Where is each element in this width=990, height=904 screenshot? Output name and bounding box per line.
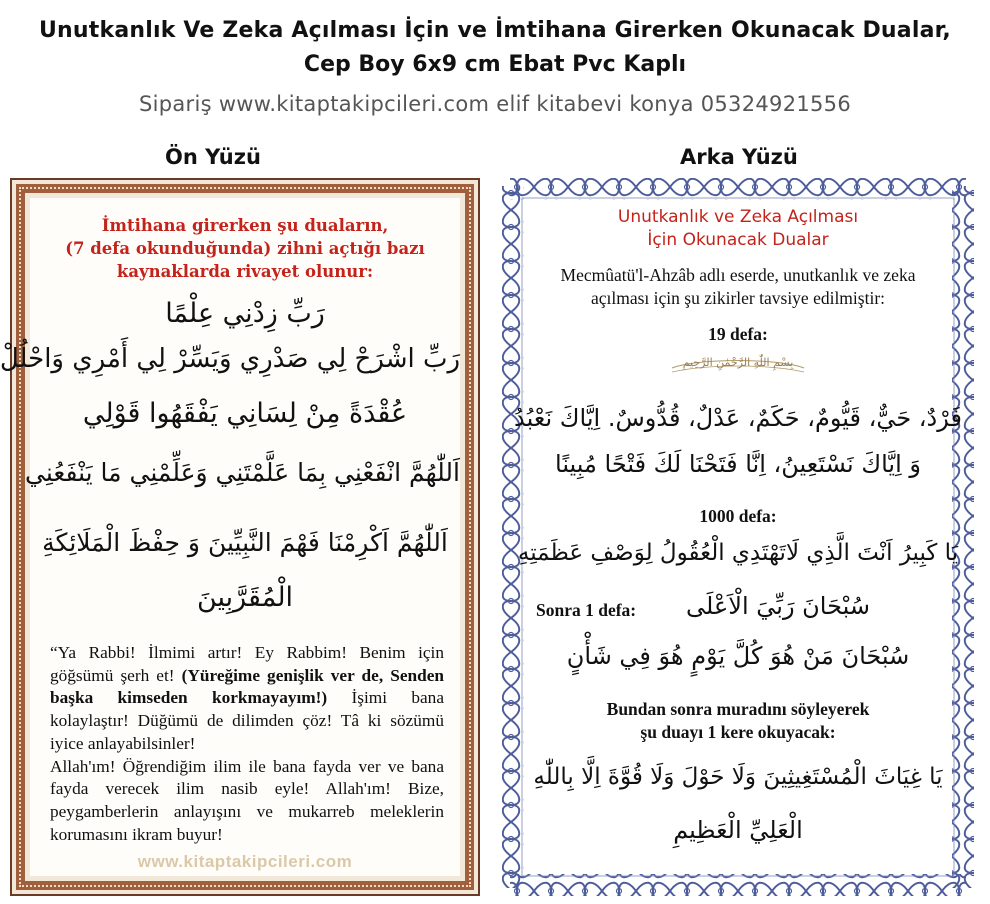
closing-line: şu duayı 1 kere okuyacak: xyxy=(640,722,836,742)
front-heading-line: İmtihana girerken şu duaların, xyxy=(101,216,389,235)
front-card-heading xyxy=(30,214,460,283)
repeat-count-1: Sonra 1 defa: xyxy=(536,600,637,620)
arabic-zikr-line: سُبْحَانَ رَبِّيَ الْاَعْلَى xyxy=(686,592,870,620)
product-title-line2: Cep Boy 6x9 cm Ebat Pvc Kaplı xyxy=(303,52,687,77)
closing-line: Bundan sonra muradını söyleyerek xyxy=(606,699,870,719)
arabic-prayer-line: اَللّٰهُمَّ اَكْرِمْنَا فَهْمَ النَّبِيِّينَ وَ حِفْظَ الْمَلَائِكَةِ xyxy=(42,528,448,557)
turkish-translation xyxy=(50,642,444,846)
translation-text: “Ya Rabbi! İlmimi artır! Ey Rabbim! Benim için göğsümü şerh et! xyxy=(50,643,444,685)
front-card-content xyxy=(0,198,460,876)
back-card xyxy=(500,176,976,898)
arabic-zikr-line: فَرْدٌ، حَيٌّ، قَيُّومٌ، حَكَمٌ، عَدْلٌ، قُدُّوسٌ. اِيَّاكَ نَعْبُدُ xyxy=(514,404,962,432)
arabic-prayer-line: رَبِّ زِدْنِي عِلْمًا xyxy=(165,298,325,329)
watermark: www.kitaptakipcileri.com xyxy=(137,852,353,871)
product-title-line1: Unutkanlık Ve Zeka Açılması İçin ve İmtihana Girerken Okunacak Dualar, xyxy=(38,18,951,43)
basmala-text: بِسْمِ اللّٰهِ الرَّحْمٰنِ الرَّحِيمِ xyxy=(682,356,794,369)
arabic-prayer-line: اَللّٰهُمَّ انْفَعْنِي بِمَا عَلَّمْتَنِي وَعَلِّمْنِي مَا يَنْفَعُنِي xyxy=(25,458,460,487)
translation-text: İşimi bana kolaylaştır! Düğümü de dilimden çöz! Tâ ki sözümü iyice anlayabilsinler! xyxy=(50,688,444,753)
arabic-zikr-line: سُبْحَانَ مَنْ هُوَ كُلَّ يَوْمٍ هُوَ فِي شَأْنٍ xyxy=(566,642,910,670)
translation-text: Allah'ım! Öğrendiğim ilim ile bana fayda ver ve bana fayda verecek ilim nasib eyle! Allah'ım! Bize, peygamberlerin anlayışını ve mukarreb meleklerin korumasını ikram buyur! xyxy=(50,756,444,844)
back-card-heading xyxy=(500,206,976,252)
arabic-zikr-line: يَا كَبِيرُ اَنْتَ الَّذِي لَاتَهْتَدِي الْعُقُولُ لِوَصْفِ عَظَمَتِهِ xyxy=(517,540,959,566)
order-info: Sipariş www.kitaptakipcileri.com elif kitabevi konya 05324921556 xyxy=(138,92,852,116)
front-card xyxy=(0,178,480,896)
translation-bold-text: (Yüreğime genişlik ver de, Senden başka kimseden korkmayayım!) xyxy=(50,665,444,708)
front-heading-line: (7 defa okunduğunda) zihni açtığı bazı xyxy=(65,239,425,258)
arabic-dua-line: يَا غِيَاثَ الْمُسْتَغِيثِينَ وَلَا حَوْلَ وَلَا قُوَّةَ اِلَّا بِاللّٰهِ xyxy=(533,764,943,790)
arabic-zikr-line: وَ اِيَّاكَ نَسْتَعِينُ، اِنَّا فَتَحْنَا لَكَ فَتْحًا مُبِينًا xyxy=(555,450,921,478)
arabic-prayer-line: الْمُقَرَّبِينَ xyxy=(196,582,294,613)
back-heading-line: İçin Okunacak Dualar xyxy=(647,230,829,250)
back-heading-line: Unutkanlık ve Zeka Açılması xyxy=(617,207,859,227)
back-side-label: Arka Yüzü xyxy=(680,145,798,169)
arabic-dua-line: الْعَلِيِّ الْعَظِيمِ xyxy=(673,816,803,844)
repeat-count-1000: 1000 defa: xyxy=(699,506,777,526)
back-intro-text: Mecmûatü'l-Ahzâb adlı eserde, unutkanlık ve zeka açılması için şu zikirler tavsiye edilmiştir: xyxy=(560,265,916,308)
repeat-count-19: 19 defa: xyxy=(708,324,768,344)
closing-instruction xyxy=(500,698,976,744)
front-side-label: Ön Yüzü xyxy=(165,145,261,169)
arabic-prayer-line: رَبِّ اشْرَحْ لِي صَدْرِي وَيَسِّرْ لِي أَمْرِي وَاحْلُلْ xyxy=(0,344,460,374)
front-heading-line: kaynaklarda rivayet olunur: xyxy=(116,262,374,281)
arabic-prayer-line: عُقْدَةً مِنْ لِسَانِي يَفْقَهُوا قَوْلِي xyxy=(82,398,408,429)
